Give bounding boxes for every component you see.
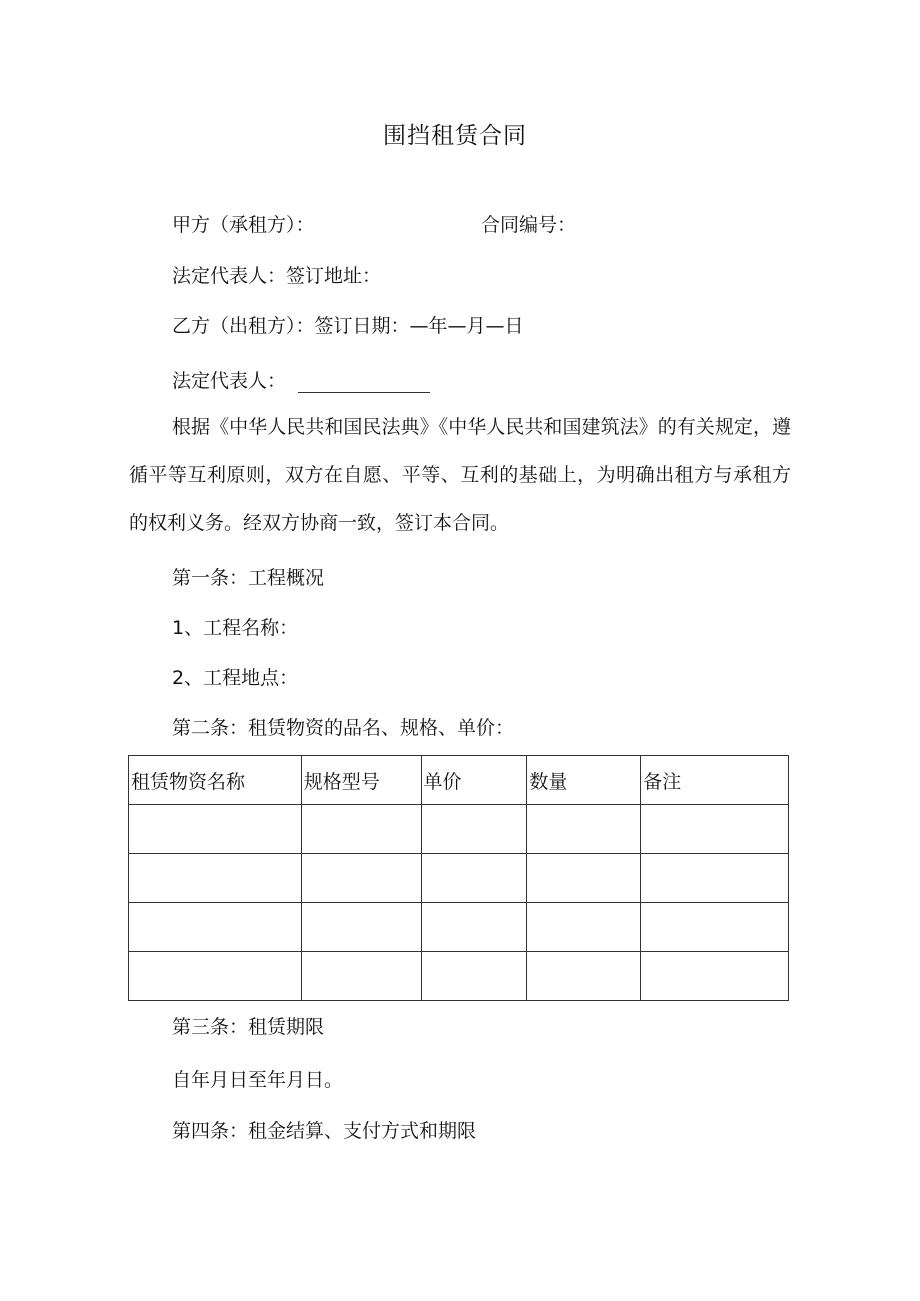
table-cell[interactable]: [641, 854, 789, 903]
header-unit-price: 单价: [421, 756, 527, 805]
legal-rep-b-label: 法定代表人：: [172, 370, 287, 392]
table-cell[interactable]: [129, 854, 302, 903]
table-cell[interactable]: [641, 805, 789, 854]
table-row: [129, 805, 789, 854]
preamble-paragraph: 根据《中华人民共和国民法典》《中华人民共和国建筑法》的有关规定，遵循平等互利原则，双方在自愿、平等、互利的基础上，为明确出租方与承租方的权利义务。经双方协商一致，签订本合同。: [129, 416, 791, 534]
header-quantity: 数量: [527, 756, 641, 805]
table-row: [129, 854, 789, 903]
table-row: [129, 952, 789, 1001]
project-name-label: 1、工程名称：: [172, 617, 299, 639]
project-location-label: 2、工程地点：: [172, 667, 299, 689]
header-item-name: 租赁物资名称: [129, 756, 302, 805]
lease-period-text: 自年月日至年月日。: [172, 1069, 344, 1091]
table-cell[interactable]: [641, 903, 789, 952]
table-cell[interactable]: [527, 952, 641, 1001]
table-cell[interactable]: [421, 805, 527, 854]
contract-number-label: 合同编号：: [481, 214, 577, 236]
table-cell[interactable]: [129, 805, 302, 854]
legal-rep-b-line: [172, 369, 430, 393]
table-cell[interactable]: [301, 903, 421, 952]
table-cell[interactable]: [421, 903, 527, 952]
table-cell[interactable]: [301, 805, 421, 854]
party-b-date-line: 乙方（出租方）：签订日期：—年—月—日: [172, 315, 524, 337]
table-row: [129, 903, 789, 952]
article-3-heading: 第三条：租赁期限: [172, 1016, 325, 1038]
article-1-heading: 第一条：工程概况: [172, 567, 325, 589]
table-cell[interactable]: [301, 952, 421, 1001]
table-cell[interactable]: [527, 903, 641, 952]
document-title: 围挡租赁合同: [383, 123, 527, 149]
article-2-heading: 第二条：租赁物资的品名、规格、单价：: [172, 717, 515, 739]
legal-rep-address-line: 法定代表人：签订地址：: [172, 265, 382, 287]
party-a-label: 甲方（承租方）：: [172, 214, 315, 236]
table-cell[interactable]: [421, 952, 527, 1001]
table-cell[interactable]: [527, 854, 641, 903]
table-cell[interactable]: [641, 952, 789, 1001]
table-header-row: [129, 756, 789, 805]
table-cell[interactable]: [129, 952, 302, 1001]
rental-items-table: [128, 755, 789, 1001]
table-cell[interactable]: [129, 903, 302, 952]
signature-blank: [298, 370, 430, 393]
header-remarks: 备注: [641, 756, 789, 805]
header-spec-model: 规格型号: [301, 756, 421, 805]
table-cell[interactable]: [421, 854, 527, 903]
table-cell[interactable]: [527, 805, 641, 854]
article-4-heading: 第四条：租金结算、支付方式和期限: [172, 1120, 477, 1142]
table-cell[interactable]: [301, 854, 421, 903]
